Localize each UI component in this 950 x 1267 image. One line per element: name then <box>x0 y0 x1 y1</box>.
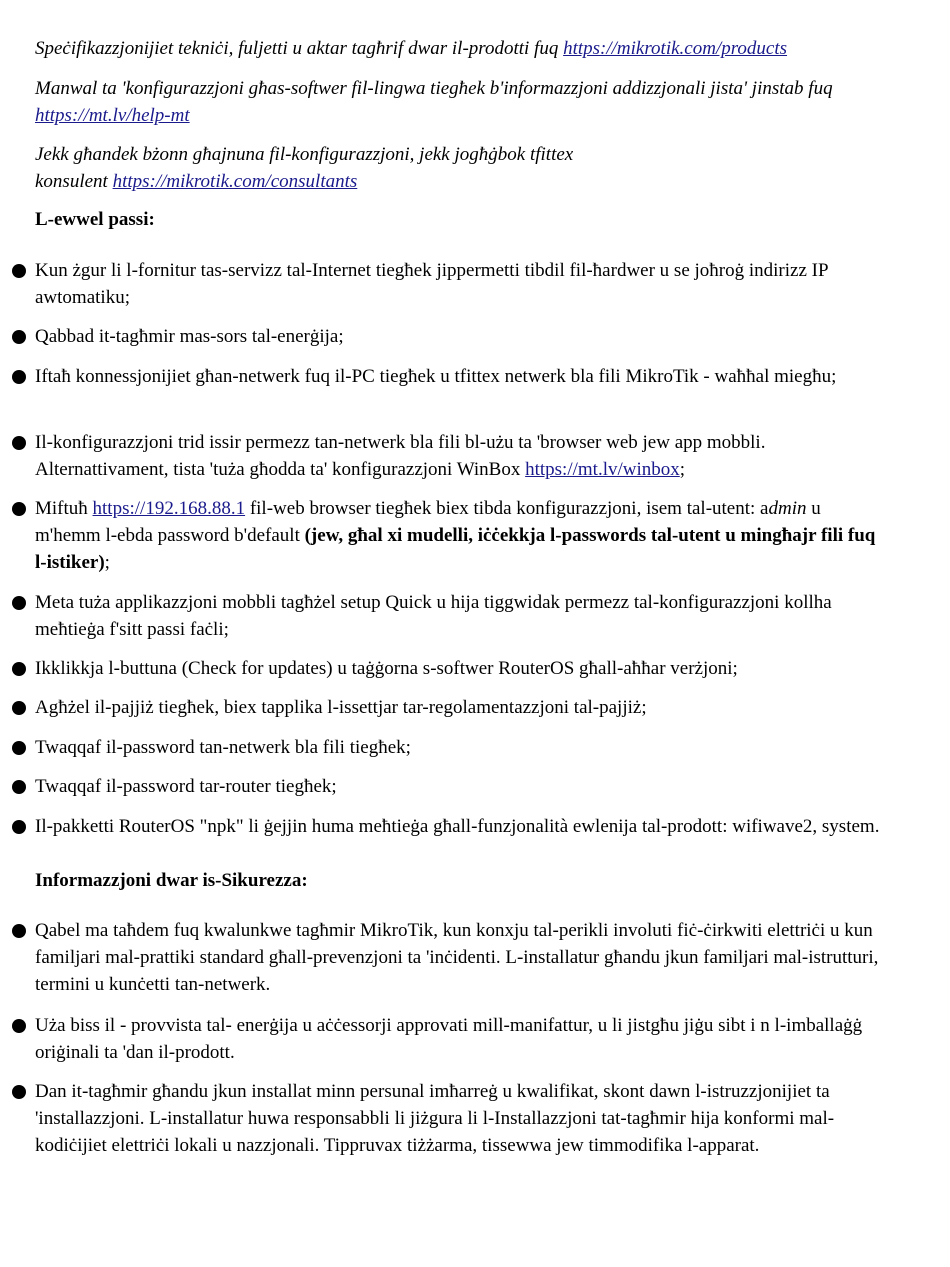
list-item <box>0 734 885 761</box>
bullet-icon <box>12 820 26 834</box>
bullet-icon <box>12 264 26 278</box>
list-item <box>0 773 885 800</box>
list-item-text: Dan it-tagħmir għandu jkun installat minn persunal imħarreġ u kwalifikat, skont dawn l-istruzzjonijiet ta 'installazzjoni. L-installatur huwa responsabbli li jiżgura li l-Installazzjoni tat-tagħmir hija konformi mal-kodiċijiet elettriċi lokali u nazzjonali. Tippruvax tiżżarma, tissewwa jew timmodifika l-apparat. <box>35 1081 835 1156</box>
products-link[interactable]: https://mikrotik.com/products <box>563 38 788 59</box>
winbox-link[interactable]: https://mt.lv/winbox <box>525 459 680 480</box>
username-text: fil-web browser tiegħek biex tibda konfigurazzjoni, isem tal-utent: a <box>245 498 769 519</box>
help-link[interactable]: https://mt.lv/help-mt <box>35 105 190 126</box>
username-italic: dmin <box>768 498 807 519</box>
router-address-link[interactable]: https://192.168.88.1 <box>92 498 246 519</box>
bullet-icon <box>12 662 26 676</box>
bullet-icon <box>12 780 26 794</box>
sticker-note: (jew, għal xi mudelli, iċċekkja l-passwords tal-utent u mingħajr fili fuq l-istiker) <box>35 525 876 573</box>
list-item <box>0 495 885 576</box>
bullet-icon <box>12 1019 26 1033</box>
list-item-text: Uża biss il - provvista tal- enerġija u aċċessorji approvati mill-manifattur, u li jistgħu jiġu sibt i n l-imballaġġ oriġinali ta 'dan il-prodott. <box>35 1015 863 1063</box>
list-item <box>0 694 885 721</box>
list-item-text: Agħżel il-pajjiż tiegħek, biex tapplika l-issettjar tar-regolamentazzjoni tal-pajjiż; <box>35 697 647 718</box>
list-item-text: Twaqqaf il-password tar-router tiegħek; <box>35 776 337 797</box>
bullet-icon <box>12 741 26 755</box>
list-item <box>0 323 885 350</box>
first-steps-heading: L-ewwel passi: <box>35 209 155 230</box>
list-item <box>0 257 885 311</box>
list-item <box>0 813 885 840</box>
bullet-icon <box>12 370 26 384</box>
list-item-text <box>35 495 885 576</box>
bullet-icon <box>12 330 26 344</box>
sticker-after: ; <box>104 552 110 573</box>
list-item-text: Il-pakketti RouterOS "npk" li ġejjin huma meħtieġa għall-funzjonalità ewlenija tal-prodott: wifiwave2, system. <box>35 816 880 837</box>
list-item <box>0 1078 885 1159</box>
intro-consultants-text: Jekk għandek bżonn għajnuna fil-konfigurazzjoni, jekk jogħġbok tfittex konsulent <box>35 144 574 192</box>
consultants-link[interactable]: https://mikrotik.com/consultants <box>112 171 358 192</box>
list-item <box>0 655 885 682</box>
bullet-icon <box>12 436 26 450</box>
bullet-icon <box>12 596 26 610</box>
bullet-icon <box>12 1085 26 1099</box>
list-item-text: Iftaħ konnessjonijiet għan-netwerk fuq il-PC tiegħek u tfittex netwerk bla fili MikroTik - waħħal miegħu; <box>35 366 837 387</box>
bullet-icon <box>12 924 26 938</box>
intro-consultants <box>35 141 635 195</box>
winbox-text: Il-konfigurazzjoni trid issir permezz tan-netwerk bla fili bl-użu ta 'browser web jew app mobbli. Alternattivament, tista 'tuża għodda ta' konfigurazzjoni WinBox <box>35 432 766 480</box>
bullet-icon <box>12 701 26 715</box>
list-item-text: Twaqqaf il-password tan-netwerk bla fili tiegħek; <box>35 737 411 758</box>
password-text: u m'hemm l-ebda password b'default <box>35 498 821 546</box>
list-item-text: Qabel ma taħdem fuq kwalunkwe tagħmir MikroTik, kun konxju tal-perikli involuti fiċ-ċirkwiti elettriċi u kun familjari mal-prattiki standard għall-prevenzjoni ta 'inċidenti. L-installatur għandu jkun familjari mal-istrutturi, termini u kunċetti tan-netwerk. <box>35 920 879 995</box>
list-item <box>0 1012 885 1066</box>
list-item-text <box>35 429 795 483</box>
intro-specifications <box>35 35 885 62</box>
open-text: Miftuħ <box>35 498 93 519</box>
list-item <box>0 363 885 390</box>
list-item <box>0 589 885 643</box>
list-item <box>0 429 885 483</box>
winbox-after: ; <box>679 459 686 480</box>
list-item <box>0 917 885 998</box>
intro-manual-text: Manwal ta 'konfigurazzjoni għas-softwer fil-lingwa tiegħek b'informazzjoni addizzjonali jista' jinstab fuq <box>35 78 833 99</box>
bullet-icon <box>12 502 26 516</box>
intro-manual <box>35 75 885 129</box>
list-item-text: Qabbad it-tagħmir mas-sors tal-enerġija; <box>35 326 344 347</box>
intro-specifications-text: Speċifikazzjonijiet tekniċi, fuljetti u aktar tagħrif dwar il-prodotti fuq <box>35 38 564 59</box>
list-item-text: Meta tuża applikazzjoni mobbli tagħżel setup Quick u hija tiggwidak permezz tal-konfigurazzjoni kollha meħtieġa f'sitt passi faċli; <box>35 592 832 640</box>
list-item-text: Kun żgur li l-fornitur tas-servizz tal-Internet tiegħek jippermetti tibdil fil-ħardwer u se joħroġ indirizz IP awtomatiku; <box>35 260 828 308</box>
safety-heading: Informazzjoni dwar is-Sikurezza: <box>35 870 308 891</box>
list-item-text: Ikklikkja l-buttuna (Check for updates) u taġġorna s-softwer RouterOS għall-aħħar verżjoni; <box>35 658 738 679</box>
